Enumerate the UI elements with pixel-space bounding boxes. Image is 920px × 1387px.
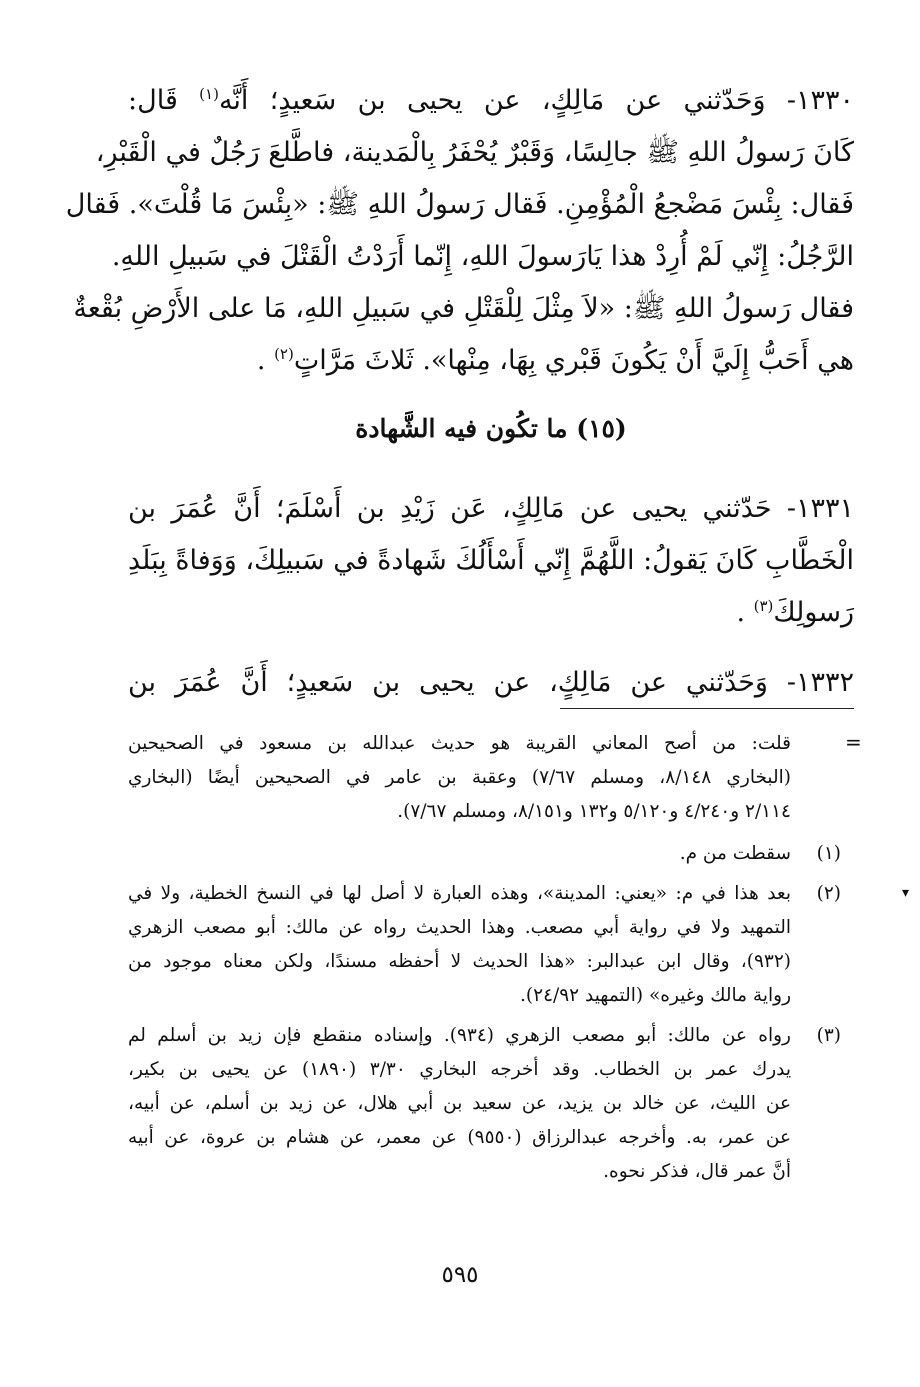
footnote-2	[128, 877, 841, 1013]
footnote-line: أنَّ عمر قال، فذكر نحوه.	[603, 1161, 791, 1182]
hadith-1330	[65, 75, 854, 387]
footnote-line: سقطت من م.	[679, 843, 791, 864]
footnote-number: (١)	[816, 843, 841, 864]
footnote-line: ٢/١١٤ و٤/٢٤٠ و٥/١٢٠ و١٣٢ و٨/١٥١، ومسلم ٧/٦٧).	[397, 801, 791, 822]
footnote-line: التمهيد ولا في رواية أبي مصعب. وهذا الحديث رواه عن مالك: أبو مصعب الزهري	[128, 917, 791, 938]
margin-mark: ▾	[902, 885, 910, 901]
main-text	[65, 75, 854, 709]
text-line: هي أَحَبُّ إِلَيَّ أَنْ يَكُونَ قَبْري بِهَا، مِنْها». ثَلاثَ مَرَّاتٍ$^{(٢)}$ .	[256, 345, 854, 376]
footnote-line: يدرك عمر بن الخطاب. وقد أخرجه البخاري ٣/٣٠ (١٨٩٠) عن يحيى بن بكير،	[128, 1059, 792, 1080]
footnote-line: بعد هذا في م: «يعني: المدينة»، وهذه العبارة لا أصل لها في النسخ الخطية، ولا في	[128, 883, 791, 904]
continuation-mark: =	[845, 730, 862, 754]
footnote-line: عن عمر، به. وأخرجه عبدالرزاق (٩٥٥٠) عن معمر، عن هشام بن عروة، عن أبيه	[128, 1127, 791, 1148]
text-line: ١٣٣٢- وَحَدّثني عن مَالِكٍ، عن يحيى بن سَعيدٍ؛ أَنَّ عُمَرَ بن	[128, 667, 854, 698]
footnote-line: رواه عن مالك: أبو مصعب الزهري (٩٣٤). وإسناده منقطع فإن زيد بن أسلم لم	[128, 1025, 791, 1046]
footnote-ref: (١)	[199, 85, 219, 103]
text-line: الرَّجُلُ: إِنّي لَمْ أُرِدْ هذا يَارَسولَ اللهِ، إِنّما أَرَدْتُ الْقَتْلَ في سَبيلِ اللهِ.	[111, 241, 854, 272]
footnote-3	[128, 1019, 841, 1189]
footnotes	[128, 727, 841, 1189]
footnote-divider	[560, 708, 854, 709]
text-line: ١٣٣٠- وَحَدّثني عن مَالِكٍ، عن يحيى بن سَعيدٍ؛ أَنَّه$^{(١)}$ قَال:	[128, 85, 854, 116]
footnote-number: (٢)	[816, 883, 841, 904]
footnote-line: (٩٣٢)، وقال ابن عبدالبر: «هذا الحديث لا أحفظه مسندًا، ولكن معناه موجود من	[128, 951, 791, 972]
footnote-ref: (٢)	[274, 345, 294, 363]
footnote-1	[128, 837, 841, 871]
hadith-1331	[128, 483, 854, 639]
hadith-1332	[128, 657, 854, 709]
footnote-line: قلت: من أصح المعاني القريبة هو حديث عبدالله بن مسعود في الصحيحين	[128, 733, 791, 754]
footnote-line: رواية مالك وغيره» (التمهيد ٢٤/٩٢).	[520, 985, 791, 1006]
text-line: فقال رَسولُ اللهِ ﷺ: «لاَ مِثْلَ لِلْقَتْلِ في سَبيلِ اللهِ، مَا على الأَرْضِ بُقْعةٌ	[73, 293, 854, 324]
text-line: كَانَ رَسولُ اللهِ ﷺ جالِسًا، وَقَبْرٌ يُحْفَرُ بِالْمَدينة، فاطَّلعَ رَجُلٌ في الْقَبْرِ،	[95, 137, 854, 168]
footnote-number: (٣)	[816, 1025, 841, 1046]
footnote-line: (البخاري ٨/١٤٨، ومسلم ٧/٦٧) وعقبة بن عامر في الصحيحين أيضًا (البخاري	[128, 767, 791, 788]
page-number: ٥٩٥	[441, 1262, 479, 1288]
text-line: رَسولِكَ$^{(٣)}$ .	[736, 597, 854, 628]
text-line: ١٣٣١- حَدّثني يحيى عن مَالِكٍ، عَن زَيْدِ بن أَسْلَمَ؛ أَنَّ عُمَرَ بن	[128, 493, 854, 524]
footnote-line: عن الليث، عن خالد بن يزيد، عن سعيد بن أبي هلال، عن زيد بن أسلم، عن أبيه،	[128, 1093, 791, 1114]
text-line: الْخَطَّابِ كَانَ يَقولُ: اللَّهُمَّ إِنّي أَسْأَلُكَ شَهادةً في سَبيلِكَ، وَوَفاةً بِبَلَدِ	[128, 545, 854, 576]
footnote-ref: (٣)	[753, 597, 774, 615]
text-line: فَقال: بِئْسَ مَضْجعُ الْمُؤْمِنِ. فَقال رَسولُ اللهِ ﷺ: «بِئْسَ مَا قُلْتَ». فَقال	[65, 189, 854, 220]
chapter-heading: (١٥) ما تكُون فيه الشَّهادة	[355, 414, 627, 443]
footnote-continued	[128, 727, 841, 829]
